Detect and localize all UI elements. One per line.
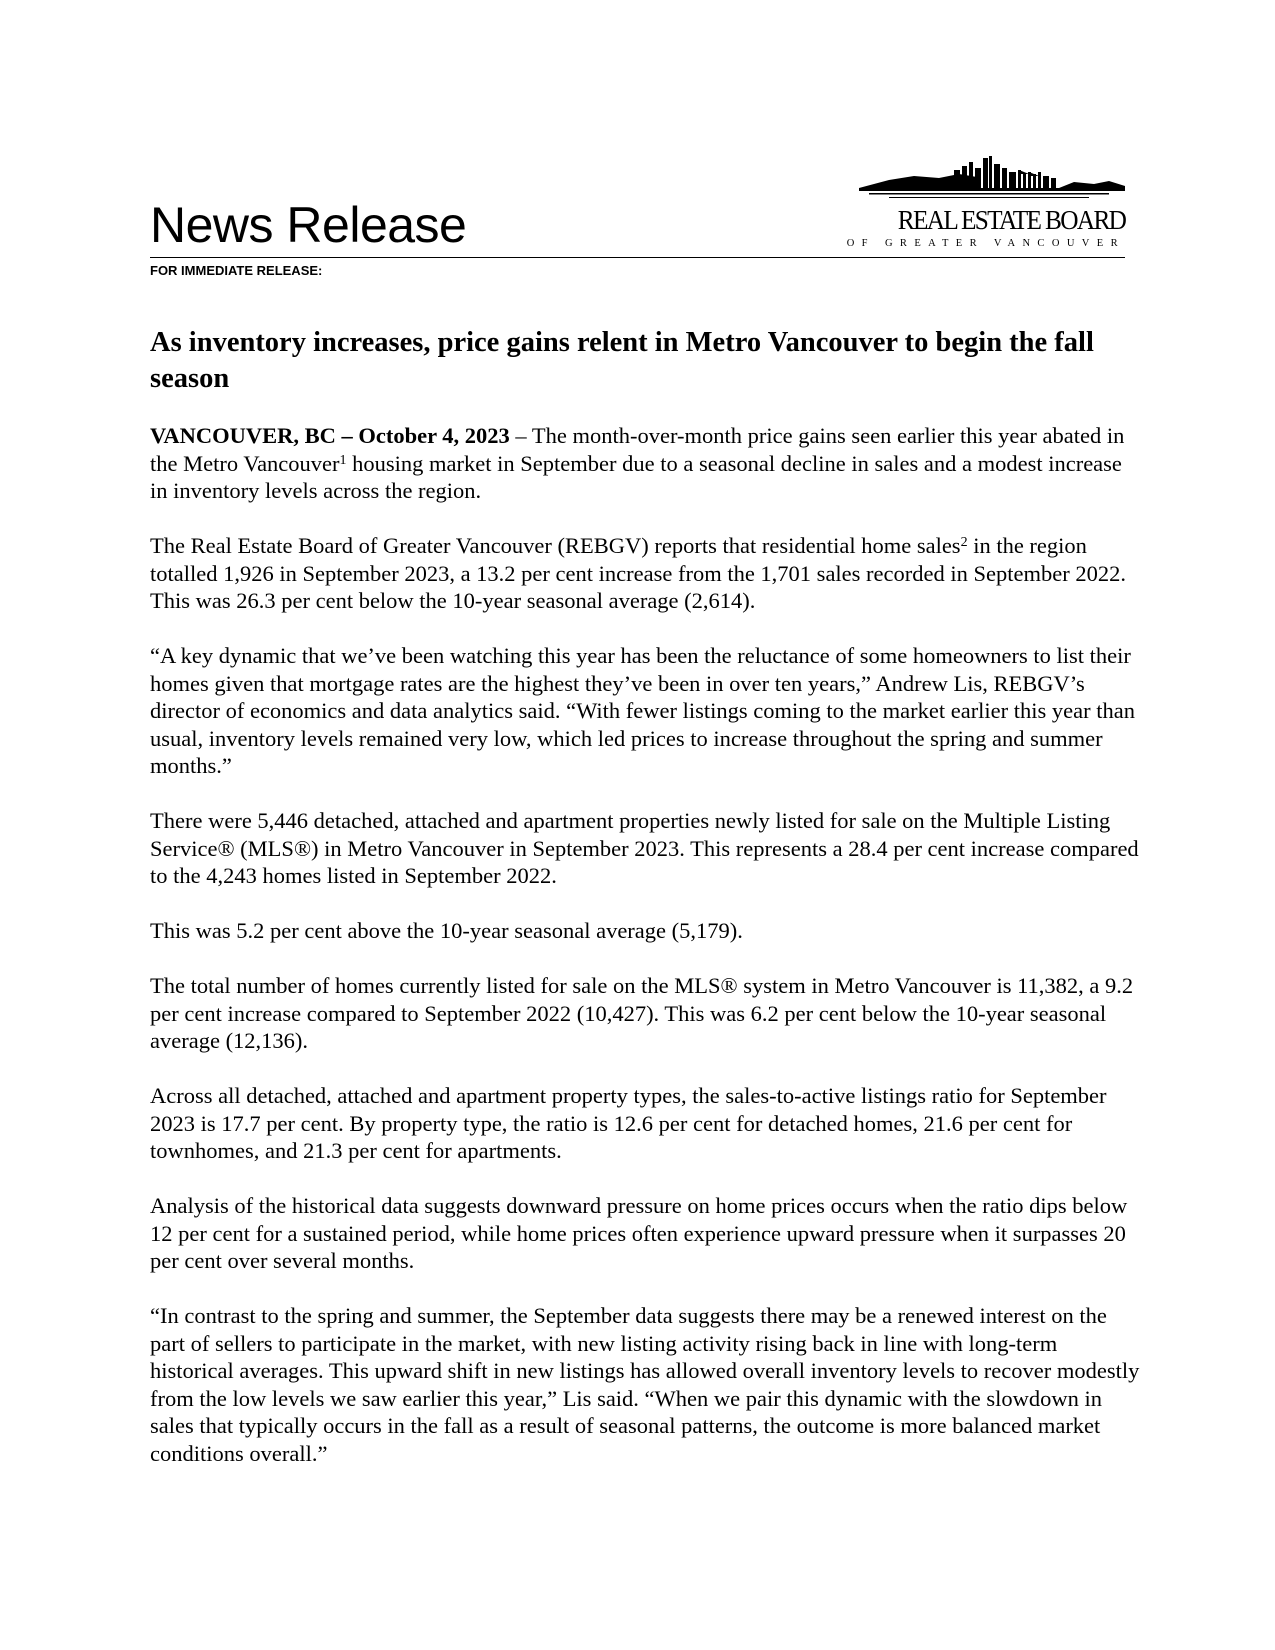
paragraph-2-text-b: in the region totalled 1,926 in September 2023, a 13.2 per cent increase from the 1,701 sales recorded in September 2022. This was 26.3 per cent below the 10-year seasonal average (2,614).	[150, 533, 1126, 613]
skyline-logo-icon	[859, 156, 1125, 202]
paragraph-6: The total number of homes currently listed for sale on the MLS® system in Metro Vancouver is 11,382, a 9.2 per cent increase compared to September 2022 (10,427). This was 6.2 per cent below the 10-year seasonal average (12,136).	[150, 973, 1134, 1053]
headline: As inventory increases, price gains relent in Metro Vancouver to begin the fall season	[150, 327, 1094, 394]
article-body	[150, 422, 1140, 1495]
paragraph-1	[150, 422, 1140, 505]
paragraph-7: Across all detached, attached and apartment property types, the sales-to-active listings ratio for September 2023 is 17.7 per cent. By property type, the ratio is 12.6 per cent for detached homes, 21.6 per cent for townhomes, and 21.3 per cent for apartments.	[150, 1083, 1107, 1163]
page-title: News Release	[150, 197, 467, 253]
paragraph-9: “In contrast to the spring and summer, the September data suggests there may be a renewed interest on the part of sellers to participate in the market, with new listing activity rising back in line with long-term historical averages. This upward shift in new listings has allowed overall inventory levels to recover modestly from the low levels we saw earlier this year,” Lis said. “When we pair this dynamic with the slowdown in sales that typically occurs in the fall as a result of seasonal patterns, the outcome is more balanced market conditions overall.”	[150, 1303, 1140, 1466]
paragraph-1-text-a: – The month-over-month price gains seen earlier this year abated in the Metro Vancouver	[150, 423, 1125, 476]
paragraph-5: This was 5.2 per cent above the 10-year seasonal average (5,179).	[150, 918, 743, 943]
paragraph-4: There were 5,446 detached, attached and apartment properties newly listed for sale on the Multiple Listing Service® (MLS®) in Metro Vancouver in September 2023. This represents a 28.4 per cent increase compared to the 4,243 homes listed in September 2022.	[150, 808, 1139, 888]
paragraph-2-text-a: The Real Estate Board of Greater Vancouver (REBGV) reports that residential home sales	[150, 533, 961, 558]
logo-subtitle: OF GREATER VANCOUVER	[846, 238, 1125, 249]
paragraph-1-text-b: housing market in September due to a seasonal decline in sales and a modest increase in inventory levels across the region.	[150, 450, 1122, 503]
footnote-ref-2: 2	[960, 535, 968, 550]
paragraph-3: “A key dynamic that we’ve been watching this year has been the reluctance of some homeowners to list their homes given that mortgage rates are the highest they’ve been in over ten years,” Andrew Lis, REBGV’s director of economics and data analytics said. “With fewer listings coming to the market earlier this year than usual, inventory levels remained very low, which led prices to increase throughout the spring and summer months.”	[150, 643, 1136, 778]
release-note: FOR IMMEDIATE RELEASE:	[150, 263, 323, 278]
footnote-ref-1: 1	[339, 452, 347, 468]
rebgv-logo	[846, 156, 1125, 255]
logo-wordmark: REAL ESTATE BOARD	[897, 204, 1125, 235]
header-divider	[150, 257, 1125, 258]
paragraph-2	[150, 532, 1140, 615]
dateline: VANCOUVER, BC – October 4, 2023	[150, 423, 510, 448]
paragraph-8: Analysis of the historical data suggests downward pressure on home prices occurs when the ratio dips below 12 per cent for a sustained period, while home prices often experience upward pressure when it surpasses 20 per cent over several months.	[150, 1193, 1128, 1273]
